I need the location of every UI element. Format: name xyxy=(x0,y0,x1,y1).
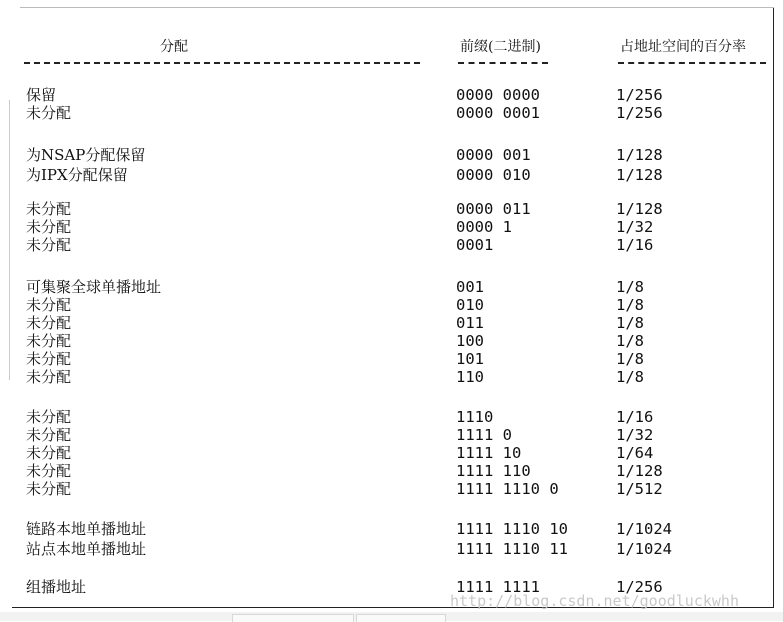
allocation-cell: 未分配 xyxy=(26,408,72,426)
header-allocation: 分配 xyxy=(160,39,188,55)
table-row xyxy=(0,200,783,219)
fraction-cell: 1/128 xyxy=(616,462,663,480)
table-row xyxy=(0,146,783,165)
prefix-cell: 1111 10 xyxy=(456,444,522,462)
prefix-cell: 1111 1110 11 xyxy=(456,540,568,558)
fraction-cell: 1/8 xyxy=(616,368,644,386)
allocation-cell: 未分配 xyxy=(26,444,72,462)
allocation-cell: 未分配 xyxy=(26,480,72,498)
allocation-cell: 保留 xyxy=(26,86,57,104)
header-divider-prefix xyxy=(458,62,548,64)
prefix-cell: 0000 0000 xyxy=(456,86,540,104)
fraction-cell: 1/1024 xyxy=(616,520,672,538)
fraction-cell: 1/8 xyxy=(616,332,644,350)
fraction-cell: 1/256 xyxy=(616,86,663,104)
table-row xyxy=(0,462,783,481)
prefix-cell: 001 xyxy=(456,278,484,296)
fraction-cell: 1/128 xyxy=(616,146,663,164)
fraction-cell: 1/512 xyxy=(616,480,663,498)
allocation-cell: 为IPX分配保留 xyxy=(26,166,128,184)
prefix-cell: 110 xyxy=(456,368,484,386)
prefix-cell: 1111 0 xyxy=(456,426,512,444)
header-divider-allocation xyxy=(24,62,420,64)
fraction-cell: 1/32 xyxy=(616,426,654,444)
top-border xyxy=(20,7,774,8)
allocation-cell: 站点本地单播地址 xyxy=(26,540,147,558)
allocation-cell: 链路本地单播地址 xyxy=(26,520,147,538)
fraction-cell: 1/256 xyxy=(616,104,663,122)
fraction-cell: 1/256 xyxy=(616,578,663,596)
prefix-cell: 011 xyxy=(456,314,484,332)
table-row xyxy=(0,408,783,427)
header-divider-fraction xyxy=(618,62,766,64)
allocation-cell: 未分配 xyxy=(26,368,72,386)
prefix-cell: 1111 1111 xyxy=(456,578,540,596)
table-row xyxy=(0,350,783,369)
table-row xyxy=(0,540,783,559)
prefix-cell: 1111 1110 0 xyxy=(456,480,559,498)
prefix-cell: 0000 011 xyxy=(456,200,531,218)
table-row xyxy=(0,332,783,351)
allocation-cell: 未分配 xyxy=(26,200,72,218)
fraction-cell: 1/128 xyxy=(616,200,663,218)
table-row xyxy=(0,104,783,123)
table-row xyxy=(0,86,783,105)
table-row xyxy=(0,480,783,499)
fraction-cell: 1/8 xyxy=(616,278,644,296)
fraction-cell: 1/16 xyxy=(616,236,654,254)
allocation-cell: 未分配 xyxy=(26,332,72,350)
allocation-cell: 未分配 xyxy=(26,296,72,314)
prefix-cell: 1110 xyxy=(456,408,494,426)
fraction-cell: 1/8 xyxy=(616,350,644,368)
table-row xyxy=(0,368,783,387)
prefix-cell: 0000 001 xyxy=(456,146,531,164)
allocation-cell: 未分配 xyxy=(26,350,72,368)
prefix-cell: 0000 010 xyxy=(456,166,531,184)
allocation-cell: 未分配 xyxy=(26,462,72,480)
table-row xyxy=(0,520,783,539)
table-row xyxy=(0,314,783,333)
prefix-cell: 0000 0001 xyxy=(456,104,540,122)
allocation-cell: 为NSAP分配保留 xyxy=(26,146,146,164)
prefix-cell: 100 xyxy=(456,332,484,350)
table-row xyxy=(0,218,783,237)
header-fraction: 占地址空间的百分率 xyxy=(620,39,746,55)
prefix-cell: 0001 xyxy=(456,236,494,254)
prefix-cell: 101 xyxy=(456,350,484,368)
allocation-cell: 未分配 xyxy=(26,426,72,444)
fraction-cell: 1/1024 xyxy=(616,540,672,558)
fraction-cell: 1/16 xyxy=(616,408,654,426)
table-row xyxy=(0,166,783,185)
watermark-url: http://blog.csdn.net/goodluckwhh xyxy=(450,592,739,610)
allocation-cell: 未分配 xyxy=(26,104,72,122)
fraction-cell: 1/32 xyxy=(616,218,654,236)
table-row xyxy=(0,296,783,315)
table-row xyxy=(0,444,783,463)
allocation-cell: 未分配 xyxy=(26,218,72,236)
fraction-cell: 1/8 xyxy=(616,296,644,314)
prefix-cell: 010 xyxy=(456,296,484,314)
fraction-cell: 1/64 xyxy=(616,444,654,462)
allocation-cell: 可集聚全球单播地址 xyxy=(26,278,162,296)
fraction-cell: 1/128 xyxy=(616,166,663,184)
table-row xyxy=(0,278,783,297)
table-row xyxy=(0,236,783,255)
allocation-cell: 组播地址 xyxy=(26,578,87,596)
table-row xyxy=(0,426,783,445)
allocation-cell: 未分配 xyxy=(26,314,72,332)
prefix-cell: 1111 1110 10 xyxy=(456,520,568,538)
prefix-cell: 0000 1 xyxy=(456,218,512,236)
prefix-cell: 1111 110 xyxy=(456,462,531,480)
allocation-cell: 未分配 xyxy=(26,236,72,254)
header-prefix: 前缀(二进制) xyxy=(460,39,541,55)
fraction-cell: 1/8 xyxy=(616,314,644,332)
